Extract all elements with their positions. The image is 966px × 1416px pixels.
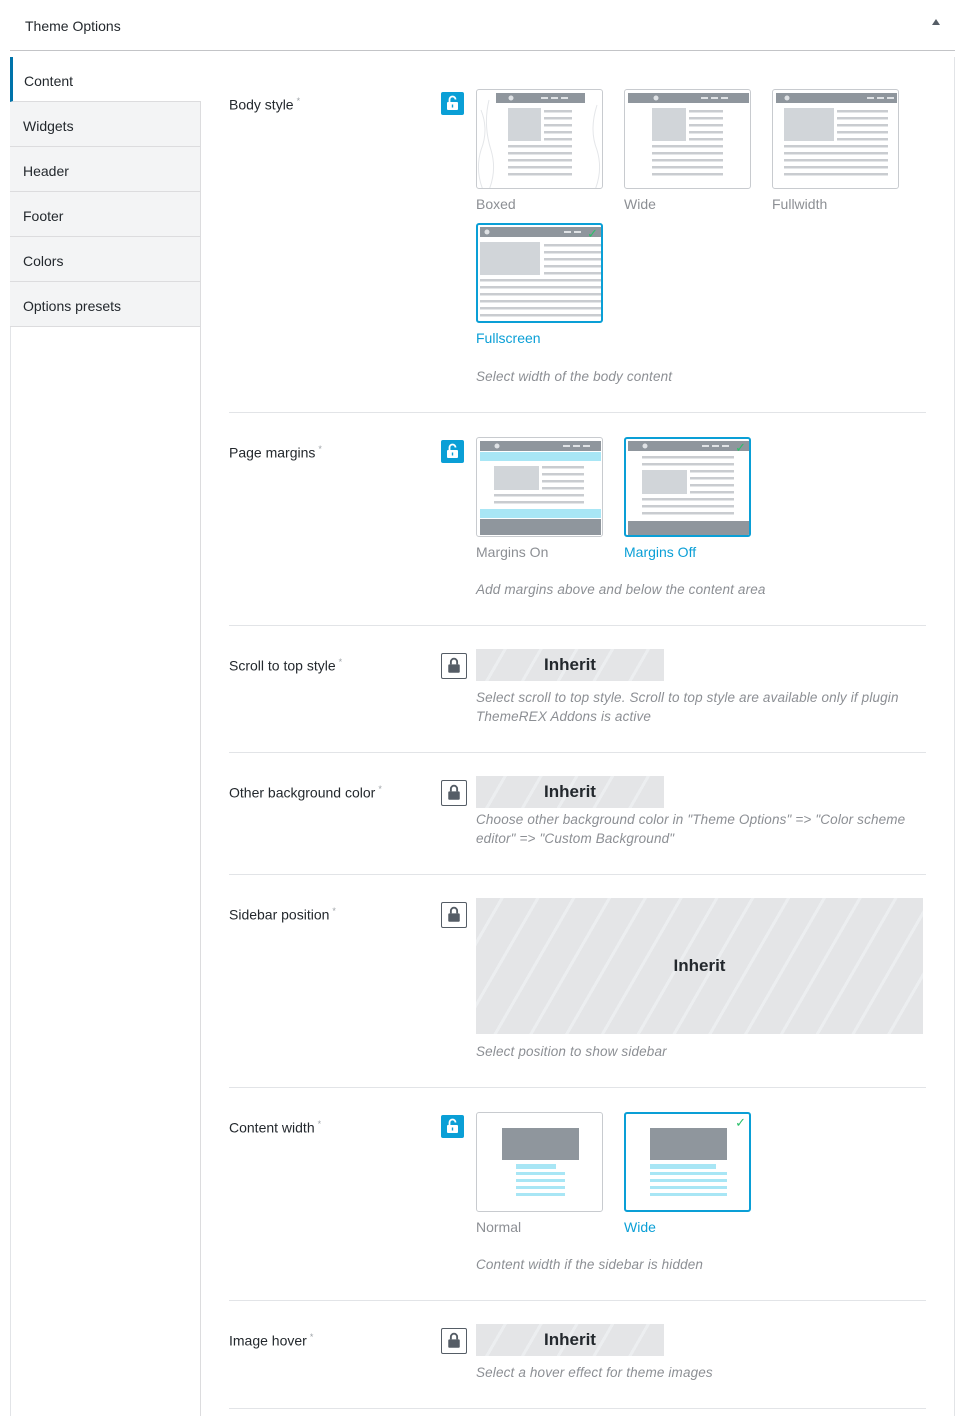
scroll-to-top-label: Scroll to top style * [229,657,343,674]
image-hover-row [229,1301,926,1409]
body-style-description: Select width of the body content [476,369,673,384]
scroll-to-top-inherit[interactable]: Inherit [476,649,664,681]
other-bg-row [229,753,926,875]
sidebar-position-label: Sidebar position * [229,906,336,923]
options-tabs [10,57,201,1416]
option-label: Boxed [476,196,516,212]
page-margins-label: Page margins * [229,444,322,461]
normal-width-thumbnail [476,1112,603,1212]
other-bg-label: Other background color * [229,784,382,801]
page-margins-row [229,413,926,626]
content-width-description: Content width if the sidebar is hidden [476,1257,704,1272]
tab-widgets[interactable]: Widgets [10,102,200,147]
body-style-label: Body style * [229,96,301,113]
other-bg-inherit[interactable]: Inherit [476,776,664,808]
page-margins-description: Add margins above and below the content area [476,582,766,597]
unlocked-icon[interactable] [441,440,464,463]
content-width-label: Content width * [229,1119,322,1136]
tab-content[interactable]: Content [10,57,201,102]
image-hover-label: Image hover * [229,1332,314,1349]
boxed-thumbnail [476,89,603,189]
tab-header[interactable]: Header [10,147,200,192]
wide-width-thumbnail [624,1112,751,1212]
tab-colors[interactable]: Colors [10,237,200,282]
locked-icon[interactable] [441,1328,467,1354]
wide-thumbnail [624,89,751,189]
selected-check-icon: ✓ [735,440,746,455]
body-style-row [229,57,926,413]
locked-icon[interactable] [441,653,467,679]
selected-check-icon: ✓ [587,226,598,241]
sidebar-position-row [229,875,926,1088]
unlocked-icon[interactable] [441,92,464,115]
fullwidth-thumbnail [772,89,899,189]
theme-options-header[interactable] [10,0,955,51]
panel-title: Theme Options [25,18,121,34]
tab-options-presets[interactable]: Options presets [10,282,200,327]
option-label: Margins On [476,544,549,560]
unlocked-icon[interactable] [441,1115,464,1138]
option-label: Margins Off [624,544,697,560]
option-label: Wide [624,196,656,212]
option-label: Normal [476,1219,522,1235]
option-label: Wide [624,1219,656,1235]
sidebar-position-description: Select position to show sidebar [476,1044,667,1059]
option-label: Fullscreen [476,330,541,346]
locked-icon[interactable] [441,780,467,806]
margins-off-thumbnail [624,437,751,537]
sidebar-position-inherit[interactable]: Inherit [476,898,923,1034]
tab-footer[interactable]: Footer [10,192,200,237]
selected-check-icon: ✓ [735,1115,746,1130]
fullscreen-thumbnail [476,223,603,323]
image-hover-description: Select a hover effect for theme images [476,1365,713,1380]
other-bg-description: Choose other background color in "Theme Options" => "Color scheme editor" => "Custom Background" [476,812,906,846]
scroll-to-top-description: Select scroll to top style. Scroll to top style are available only if plugin ThemeREX Addons is active [476,690,899,724]
option-label: Fullwidth [772,196,828,212]
image-hover-inherit[interactable]: Inherit [476,1324,664,1356]
scroll-to-top-row [229,626,926,753]
content-width-row [229,1088,926,1301]
collapse-arrow-icon[interactable] [932,19,940,25]
margins-on-thumbnail [476,437,603,537]
locked-icon[interactable] [441,902,467,928]
